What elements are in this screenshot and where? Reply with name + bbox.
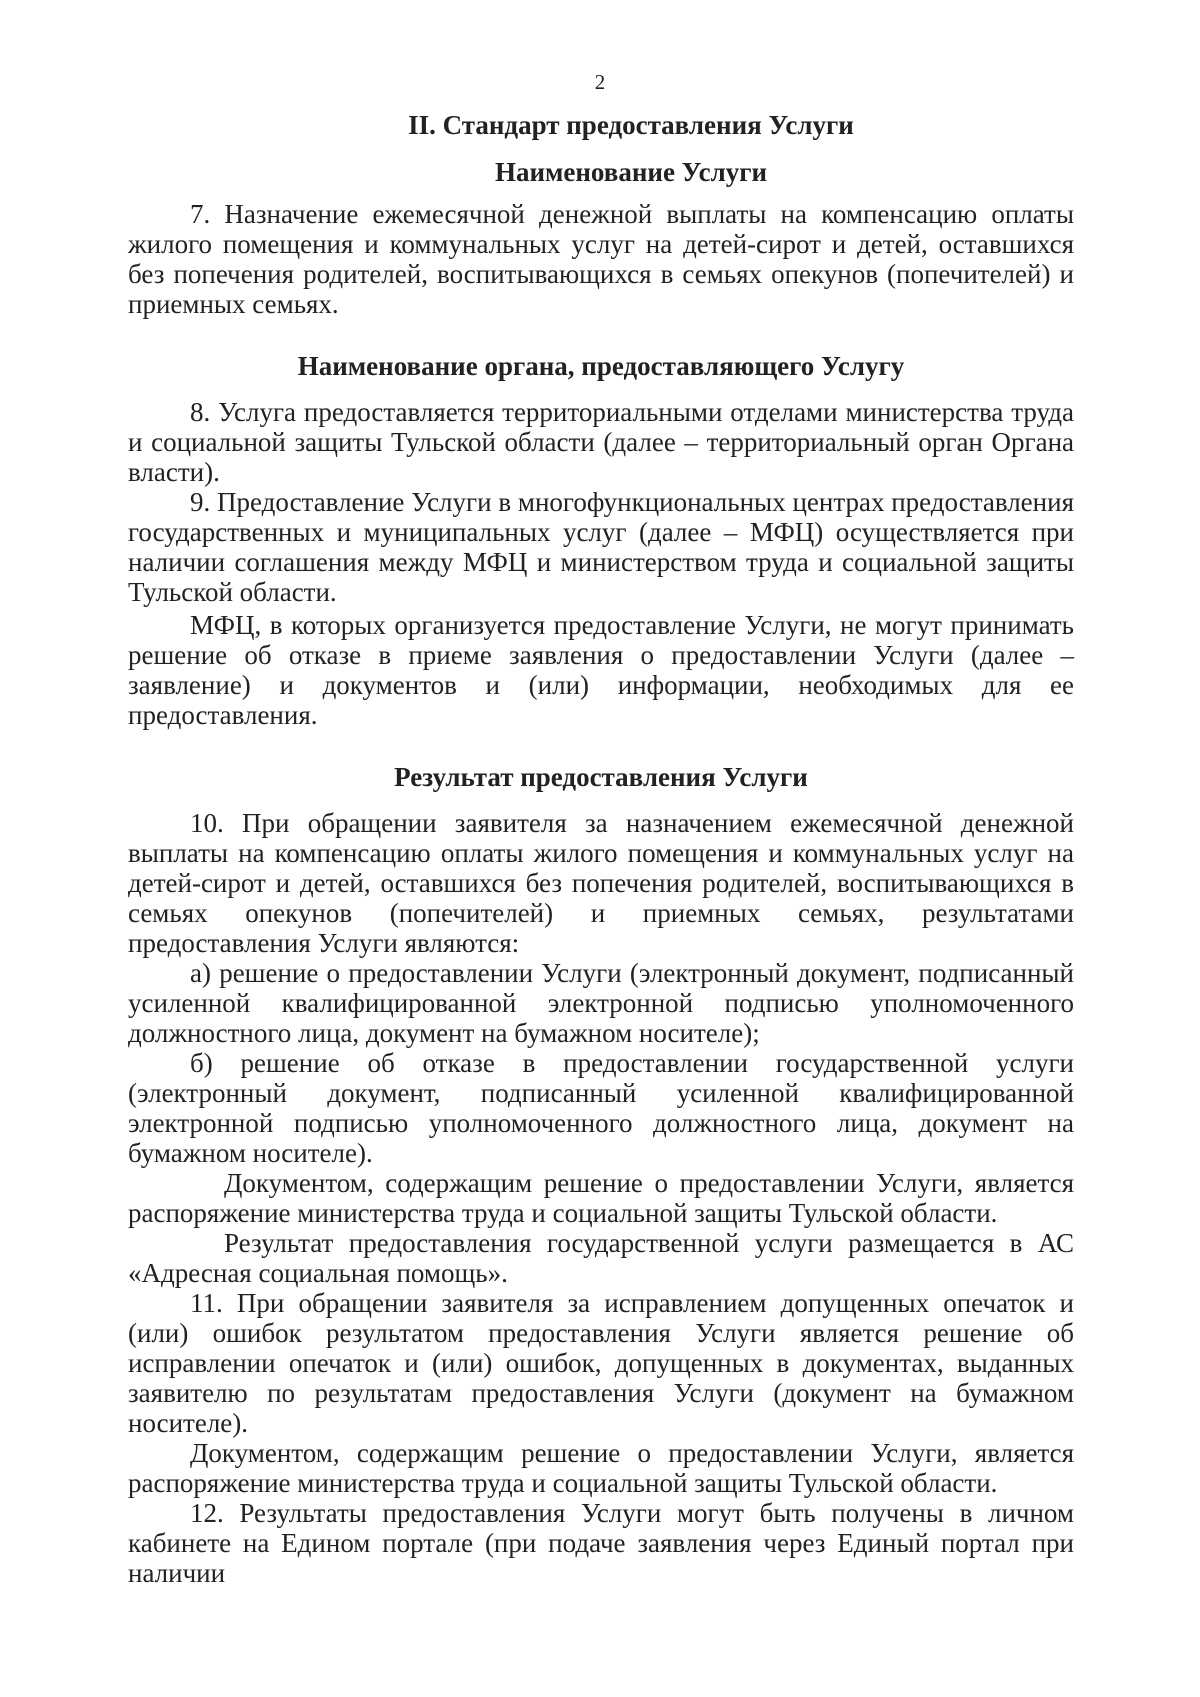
paragraph-result-placement: Результат предоставления государственной услуги размещается в АС «Адресная социальная помощь». <box>128 1228 1074 1288</box>
section-title-service-name: Наименование Услуги <box>494 157 768 187</box>
page-number: 2 <box>594 70 606 94</box>
chapter-title: II. Стандарт предоставления Услуги <box>408 110 854 140</box>
paragraph-decision-document: Документом, содержащим решение о предоставлении Услуги, является распоряжение министерства труда и социальной защиты Тульской области. <box>128 1168 1074 1228</box>
paragraph-10: 10. При обращении заявителя за назначением ежемесячной денежной выплаты на компенсацию оплаты жилого помещения и коммунальных услуг на детей-сирот и детей, оставшихся без попечения родителей, воспитывающихся в семьях опекунов (попечителей) и приемных семьях, результатами предоставления Услуги являются: <box>128 808 1074 958</box>
paragraph-8: 8. Услуга предоставляется территориальными отделами министерства труда и социальной защиты Тульской области (далее – территориальный орган Органа власти). <box>128 397 1074 487</box>
paragraph-mfc: МФЦ, в которых организуется предоставление Услуги, не могут принимать решение об отказе в приеме заявления о предоставлении Услуги (далее – заявление) и документов и (или) информации, необходимых для ее предоставления. <box>128 610 1074 730</box>
paragraph-7: 7. Назначение ежемесячной денежной выплаты на компенсацию оплаты жилого помещения и коммунальных услуг на детей-сирот и детей, оставшихся без попечения родителей, воспитывающихся в семьях опекунов (попечителей) и приемных семьях. <box>128 199 1074 319</box>
paragraph-12: 12. Результаты предоставления Услуги могут быть получены в личном кабинете на Едином портале (при подаче заявления через Единый портал при наличии <box>128 1498 1074 1588</box>
paragraph-10-b: б) решение об отказе в предоставлении государственной услуги (электронный документ, подписанный усиленной квалифицированной электронной подписью уполномоченного должностного лица, документ на бумажном носителе). <box>128 1048 1074 1168</box>
paragraph-decision-document-2: Документом, содержащим решение о предоставлении Услуги, является распоряжение министерства труда и социальной защиты Тульской области. <box>128 1438 1074 1498</box>
paragraph-11: 11. При обращении заявителя за исправлением допущенных опечаток и (или) ошибок результатом предоставления Услуги является решение об исправлении опечаток и (или) ошибок, допущенных в документах, выданных заявителю по результатам предоставления Услуги (документ на бумажном носителе). <box>128 1288 1074 1438</box>
paragraph-10-a: а) решение о предоставлении Услуги (электронный документ, подписанный усиленной квалифицированной электронной подписью уполномоченного должностного лица, документ на бумажном носителе); <box>128 958 1074 1048</box>
section-title-authority: Наименование органа, предоставляющего Услугу <box>297 351 905 381</box>
document-body <box>128 108 1074 1588</box>
section-title-result: Результат предоставления Услуги <box>394 762 808 792</box>
paragraph-9: 9. Предоставление Услуги в многофункциональных центрах предоставления государственных и муниципальных услуг (далее – МФЦ) осуществляется при наличии соглашения между МФЦ и министерством труда и социальной защиты Тульской области. <box>128 487 1074 607</box>
